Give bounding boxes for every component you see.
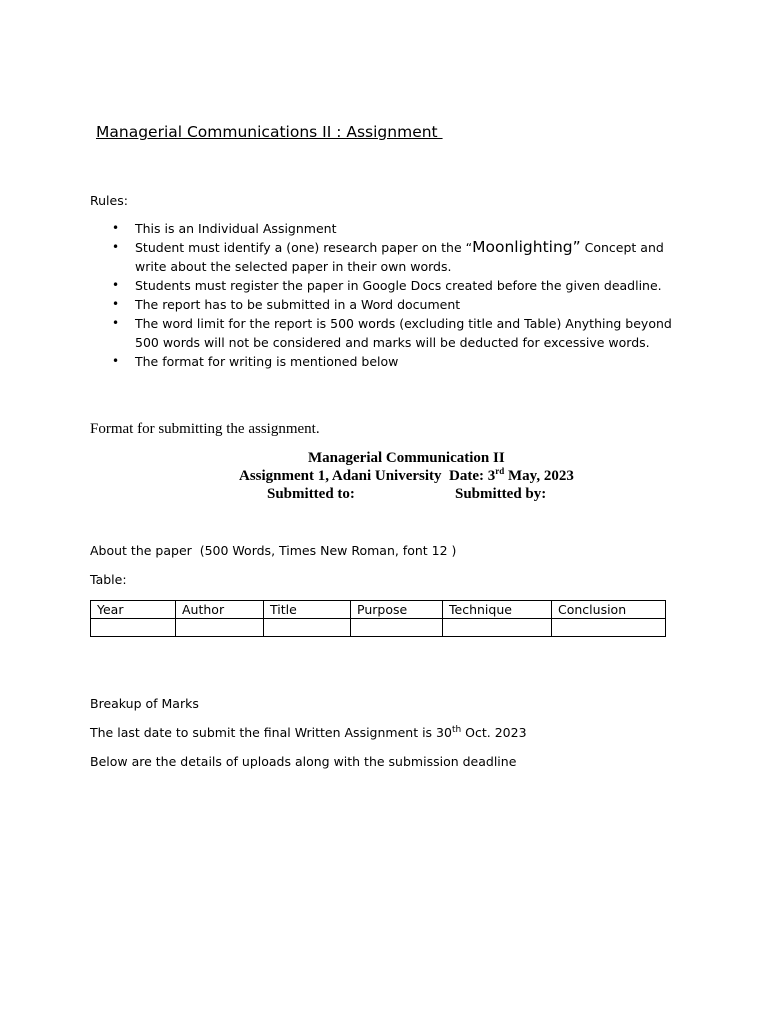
table-header-cell: Year bbox=[91, 601, 176, 619]
paper-table bbox=[90, 600, 666, 637]
format-assignment-prefix: Assignment 1, Adani University Date: 3 bbox=[239, 468, 496, 484]
rule-text: The format for writing is mentioned below bbox=[135, 354, 399, 369]
bullet-icon: • bbox=[112, 354, 120, 368]
format-course-name: Managerial Communication II bbox=[308, 450, 505, 466]
last-date-suffix: Oct. 2023 bbox=[461, 725, 527, 740]
format-label: Format for submitting the assignment. bbox=[90, 421, 320, 437]
rule-item bbox=[90, 295, 690, 314]
bullet-icon: • bbox=[112, 316, 120, 330]
breakup-of-marks: Breakup of Marks bbox=[90, 696, 199, 711]
rule-item bbox=[90, 219, 690, 238]
uploads-details-text: Below are the details of uploads along with the submission deadline bbox=[90, 754, 517, 769]
table-header-row bbox=[91, 601, 666, 619]
table-cell bbox=[176, 619, 264, 637]
about-paper-text: About the paper (500 Words, Times New Roman, font 12 ) bbox=[90, 543, 457, 558]
rule-text: Students must register the paper in Google Docs created before the given deadline. bbox=[135, 278, 662, 293]
last-date-text bbox=[90, 725, 527, 740]
table-cell bbox=[351, 619, 443, 637]
format-assignment-suffix: May, 2023 bbox=[504, 468, 574, 484]
table-header-cell: Technique bbox=[443, 601, 552, 619]
rule-item bbox=[90, 238, 690, 276]
format-date-suffix: rd bbox=[495, 466, 505, 476]
rule-item bbox=[90, 314, 690, 352]
last-date-prefix: The last date to submit the final Written Assignment is 30 bbox=[90, 725, 452, 740]
table-cell bbox=[552, 619, 666, 637]
rule-item bbox=[90, 352, 690, 371]
bullet-icon: • bbox=[112, 297, 120, 311]
bullet-icon: • bbox=[112, 240, 120, 254]
table-header-cell: Conclusion bbox=[552, 601, 666, 619]
rule-text: Student must identify a (one) research paper on the “ bbox=[135, 240, 473, 255]
format-assignment-line bbox=[239, 468, 574, 485]
rules-list bbox=[90, 219, 690, 371]
rule-text: Concept and write about the selected paper in their own words. bbox=[135, 240, 664, 274]
bullet-icon: • bbox=[112, 221, 120, 235]
table-header-cell: Title bbox=[264, 601, 351, 619]
table-header-cell: Purpose bbox=[351, 601, 443, 619]
moonlighting-keyword: Moonlighting” bbox=[472, 238, 581, 256]
last-date-ordinal: th bbox=[451, 724, 462, 735]
submitted-by-label: Submitted by: bbox=[455, 486, 547, 502]
rule-text: The word limit for the report is 500 words (excluding title and Table) Anything beyond 500 words will not be considered and marks will be deducted for excessive words. bbox=[135, 316, 672, 350]
table-cell bbox=[91, 619, 176, 637]
document-title: Managerial Communications II : Assignment bbox=[96, 123, 443, 141]
bullet-icon: • bbox=[112, 278, 120, 292]
rules-label: Rules: bbox=[90, 193, 128, 208]
rule-text: This is an Individual Assignment bbox=[135, 221, 337, 236]
submitted-to-label: Submitted to: bbox=[267, 486, 355, 502]
table-cell bbox=[264, 619, 351, 637]
table-label: Table: bbox=[90, 572, 127, 587]
table-row bbox=[91, 619, 666, 637]
table-cell bbox=[443, 619, 552, 637]
rule-item bbox=[90, 276, 690, 295]
rule-text: The report has to be submitted in a Word document bbox=[135, 297, 461, 312]
table-header-cell: Author bbox=[176, 601, 264, 619]
